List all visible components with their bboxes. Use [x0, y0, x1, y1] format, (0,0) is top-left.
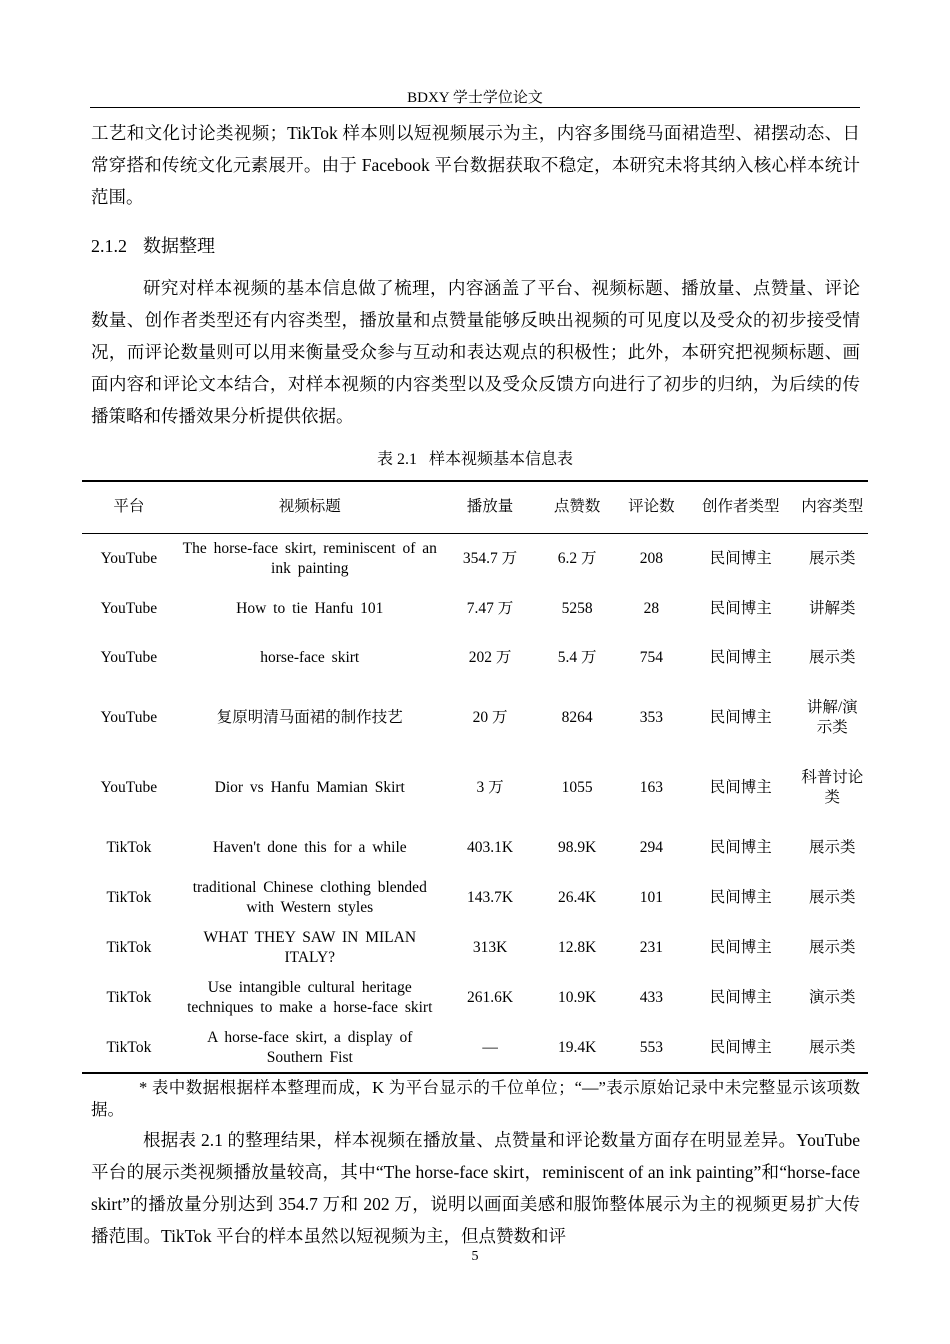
table-caption: [82, 449, 868, 471]
intro-paragraph: 工艺和文化讨论类视频；TikTok 样本则以短视频展示为主，内容多围绕马面裙造型、裙摆动态、日常穿搭和传统文化元素展开。由于 Facebook 平台数据获取不稳定，本研究未将其纳入核心样本统计范围。: [91, 123, 860, 207]
cell-likes: 10.9K: [557, 989, 597, 1006]
header-comments: 评论数: [628, 498, 675, 516]
cell-title: Dior vs Hanfu Mamian Skirt: [214, 779, 405, 796]
cell-title: traditional Chinese clothing blended with Western styles: [192, 879, 427, 916]
table-row: [82, 753, 868, 823]
cell-platform: YouTube: [100, 600, 158, 617]
cell-likes: 19.4K: [557, 1038, 597, 1056]
cell-comments: 231: [639, 939, 663, 956]
cell-views: 354.7 万: [462, 550, 518, 568]
running-header: BDXY 学士学位论文: [407, 90, 543, 106]
table-row: [82, 1023, 868, 1073]
cell-comments: 433: [639, 989, 663, 1006]
cell-views: 313K: [472, 939, 508, 956]
table-row: [82, 585, 868, 633]
cell-content-type: 展示类: [809, 839, 856, 856]
cell-views: 202 万: [468, 649, 512, 666]
cell-views: 261.6K: [467, 989, 514, 1006]
cell-content-type: 展示类: [809, 1038, 856, 1056]
table-caption-number: 表 2.1: [376, 451, 417, 468]
cell-creator-type: 民间博主: [709, 709, 772, 726]
header-views: 播放量: [466, 498, 514, 516]
section-paragraph: 研究对样本视频的基本信息做了梳理，内容涵盖了平台、视频标题、播放量、点赞量、评论数量、创作者类型还有内容类型，播放量和点赞量能够反映出视频的可见度以及受众的初步接受情况，而评论数量则可以用来衡量受众参与互动和表达观点的积极性；此外，本研究把视频标题、画面内容和评论文本结合，对样本视频的内容类型以及受众反馈方向进行了初步的归纳，为后续的传播策略和传播效果分析提供依据。: [91, 278, 860, 426]
table-caption-title: 样本视频基本信息表: [429, 451, 574, 468]
cell-views: —: [482, 1038, 498, 1056]
cell-comments: 28: [643, 600, 660, 617]
cell-comments: 353: [639, 709, 663, 726]
table-row: [82, 683, 868, 753]
cell-likes: 12.8K: [557, 939, 597, 956]
cell-creator-type: 民间博主: [709, 550, 772, 568]
section-heading: [91, 232, 215, 260]
header-rule: [90, 107, 860, 108]
cell-content-type: 讲解类: [809, 600, 856, 617]
cell-title: Haven't done this for a while: [212, 839, 407, 856]
header-title: 视频标题: [278, 498, 341, 516]
cell-platform: TikTok: [106, 839, 152, 856]
cell-comments: 101: [639, 889, 663, 906]
cell-likes: 5258: [561, 600, 593, 617]
cell-likes: 5.4 万: [557, 649, 597, 666]
header-creator-type: 创作者类型: [701, 498, 780, 516]
cell-creator-type: 民间博主: [709, 779, 772, 796]
cell-creator-type: 民间博主: [709, 939, 772, 956]
cell-creator-type: 民间博主: [709, 600, 772, 617]
cell-views: 20 万: [472, 709, 508, 726]
cell-platform: TikTok: [106, 1038, 152, 1056]
table-header-row: [82, 481, 868, 533]
header-likes: 点赞数: [553, 498, 601, 516]
header-platform: 平台: [113, 498, 145, 516]
cell-title: 复原明清马面裙的制作技艺: [216, 709, 403, 726]
cell-content-type: 演示类: [809, 989, 856, 1006]
cell-title: How to tie Hanfu 101: [236, 600, 384, 617]
cell-creator-type: 民间博主: [709, 889, 772, 906]
table-row: [82, 633, 868, 683]
cell-creator-type: 民间博主: [709, 839, 772, 856]
table-row: [82, 823, 868, 873]
cell-comments: 754: [639, 649, 663, 666]
cell-views: 403.1K: [467, 839, 514, 856]
cell-likes: 26.4K: [557, 889, 597, 906]
cell-platform: YouTube: [100, 649, 158, 666]
cell-title: The horse-face skirt, reminiscent of an ink painting: [182, 540, 437, 578]
cell-content-type: 展示类: [809, 889, 856, 906]
table-row: [82, 873, 868, 923]
cell-platform: TikTok: [106, 989, 152, 1006]
sample-video-table: [82, 480, 868, 1074]
cell-title: WHAT THEY SAW IN MILAN ITALY?: [203, 929, 417, 966]
cell-platform: YouTube: [100, 779, 158, 796]
section-number: 2.1.2: [91, 236, 127, 256]
table-row: [82, 973, 868, 1023]
cell-creator-type: 民间博主: [709, 1038, 772, 1056]
table-row: [82, 923, 868, 973]
cell-title: Use intangible cultural heritage techniques to make a horse-face skirt: [187, 979, 433, 1016]
cell-creator-type: 民间博主: [709, 989, 772, 1006]
cell-comments: 163: [639, 779, 663, 796]
cell-title: A horse-face skirt, a display of Southern Fist: [207, 1028, 413, 1066]
table-note: * 表中数据根据样本整理而成，K 为平台显示的千位单位；“—”表示原始记录中未完整显示该项数据。: [91, 1078, 860, 1119]
section-title: 数据整理: [143, 236, 215, 256]
cell-likes: 98.9K: [557, 839, 597, 856]
cell-title: horse-face skirt: [260, 649, 360, 666]
cell-likes: 8264: [561, 709, 593, 726]
cell-content-type: 讲解/演示类: [806, 699, 858, 736]
cell-likes: 6.2 万: [557, 550, 597, 568]
cell-views: 3 万: [476, 779, 504, 796]
cell-platform: YouTube: [100, 550, 158, 568]
cell-views: 143.7K: [467, 889, 514, 906]
cell-content-type: 展示类: [809, 649, 856, 666]
analysis-paragraph: 根据表 2.1 的整理结果，样本视频在播放量、点赞量和评论数量方面存在明显差异。YouTube 平台的展示类视频播放量较高，其中“The horse-face skirt，reminiscent of an ink painting”和“horse-face skirt”的播放量分别达到 354.7 万和 202 万，说明以画面美感和服饰整体展示为主的视频更易扩大传播范围。TikTok 平台的样本虽然以短视频为主，但点赞数和评: [91, 1130, 860, 1246]
header-content-type: 内容类型: [801, 498, 864, 516]
cell-platform: TikTok: [106, 939, 152, 956]
cell-content-type: 科普讨论类: [801, 769, 864, 806]
cell-creator-type: 民间博主: [709, 649, 772, 666]
cell-content-type: 展示类: [809, 939, 856, 956]
cell-content-type: 展示类: [809, 550, 856, 568]
cell-comments: 553: [639, 1038, 663, 1056]
cell-likes: 1055: [561, 779, 593, 796]
cell-views: 7.47 万: [466, 600, 514, 617]
cell-platform: TikTok: [106, 889, 152, 906]
table-row: [82, 533, 868, 585]
page-number: 5: [471, 1249, 479, 1264]
cell-platform: YouTube: [100, 709, 158, 726]
cell-comments: 294: [639, 839, 663, 856]
cell-comments: 208: [639, 550, 663, 568]
